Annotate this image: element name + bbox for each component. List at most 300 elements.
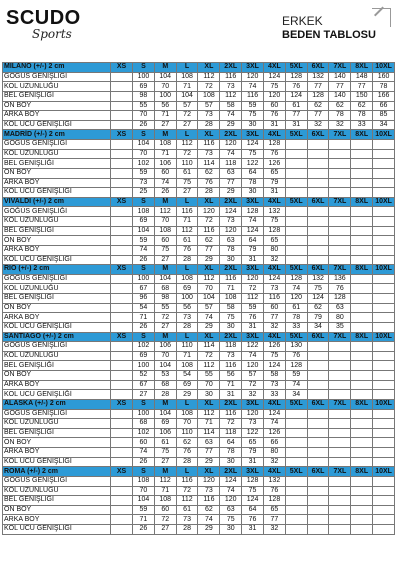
measurement-cell: 79	[242, 448, 264, 458]
measurement-cell: 100	[133, 72, 155, 82]
measurement-cell	[307, 342, 329, 352]
table-row	[3, 284, 395, 294]
size-header-cell: L	[176, 399, 198, 409]
measurement-cell	[373, 496, 395, 506]
measurement-cell	[111, 438, 133, 448]
size-header-cell: 10XL	[373, 399, 395, 409]
measurement-cell: 71	[176, 217, 198, 227]
measurement-cell: 73	[220, 351, 242, 361]
measurement-label: ÖN BOY	[3, 438, 111, 448]
measurement-cell	[373, 380, 395, 390]
size-header-cell: M	[154, 197, 176, 207]
measurement-cell	[111, 236, 133, 246]
measurement-cell: 32	[263, 255, 285, 265]
table-row	[3, 428, 395, 438]
measurement-cell	[285, 245, 307, 255]
measurement-cell	[111, 409, 133, 419]
measurement-cell: 28	[176, 322, 198, 332]
measurement-cell: 80	[329, 313, 351, 323]
model-name: SANTIAGO (+/-) 2 cm	[3, 332, 111, 342]
measurement-cell: 66	[263, 438, 285, 448]
brand-sub: Sports	[32, 27, 72, 41]
measurement-cell	[285, 409, 307, 419]
measurement-cell	[307, 236, 329, 246]
measurement-label: ARKA BOY	[3, 178, 111, 188]
measurement-cell: 55	[198, 371, 220, 381]
measurement-cell: 59	[133, 168, 155, 178]
measurement-cell: 74	[133, 448, 155, 458]
measurement-cell: 72	[154, 313, 176, 323]
table-row	[3, 168, 395, 178]
measurement-cell: 73	[198, 149, 220, 159]
measurement-cell: 108	[176, 72, 198, 82]
measurement-cell: 68	[154, 284, 176, 294]
measurement-cell	[111, 91, 133, 101]
size-header-cell: L	[176, 467, 198, 477]
measurement-cell: 110	[176, 159, 198, 169]
measurement-cell	[111, 322, 133, 332]
measurement-cell	[373, 178, 395, 188]
measurement-cell	[111, 284, 133, 294]
size-header-cell: 4XL	[263, 467, 285, 477]
measurement-label: GÖĞÜS GENİŞLİĞİ	[3, 342, 111, 352]
measurement-cell: 128	[329, 294, 351, 304]
measurement-cell: 77	[263, 515, 285, 525]
measurement-cell	[285, 217, 307, 227]
measurement-cell	[329, 390, 351, 400]
measurement-cell: 118	[220, 428, 242, 438]
page-header	[0, 0, 400, 56]
measurement-cell	[351, 361, 373, 371]
measurement-cell	[307, 188, 329, 198]
measurement-cell: 70	[198, 284, 220, 294]
measurement-cell: 27	[176, 188, 198, 198]
measurement-cell	[351, 486, 373, 496]
measurement-cell: 116	[198, 496, 220, 506]
measurement-cell: 76	[198, 178, 220, 188]
measurement-cell: 120	[242, 72, 264, 82]
measurement-cell: 29	[198, 322, 220, 332]
measurement-cell	[285, 419, 307, 429]
measurement-cell	[329, 168, 351, 178]
size-header-cell: 4XL	[263, 399, 285, 409]
measurement-cell: 108	[198, 91, 220, 101]
measurement-cell: 65	[242, 438, 264, 448]
size-header-cell: 6XL	[307, 332, 329, 342]
measurement-cell: 64	[242, 168, 264, 178]
measurement-cell: 56	[176, 303, 198, 313]
measurement-cell: 112	[154, 476, 176, 486]
measurement-cell	[351, 409, 373, 419]
measurement-cell: 112	[198, 274, 220, 284]
measurement-cell: 148	[351, 72, 373, 82]
measurement-cell	[111, 111, 133, 121]
table-row	[3, 149, 395, 159]
measurement-cell: 54	[133, 303, 155, 313]
measurement-cell: 69	[133, 82, 155, 92]
measurement-cell: 27	[154, 322, 176, 332]
measurement-cell	[329, 226, 351, 236]
measurement-cell	[307, 140, 329, 150]
measurement-cell: 72	[176, 111, 198, 121]
size-header-cell: 7XL	[329, 399, 351, 409]
table-row	[3, 390, 395, 400]
measurement-cell: 27	[154, 525, 176, 535]
measurement-cell: 31	[242, 255, 264, 265]
measurement-cell: 104	[154, 361, 176, 371]
measurement-cell	[111, 303, 133, 313]
table-row	[3, 236, 395, 246]
measurement-cell	[307, 207, 329, 217]
size-header-cell: 5XL	[285, 197, 307, 207]
measurement-cell	[373, 313, 395, 323]
table-row	[3, 486, 395, 496]
measurement-cell: 124	[263, 409, 285, 419]
size-header-cell: L	[176, 197, 198, 207]
measurement-cell: 59	[133, 236, 155, 246]
measurement-cell: 29	[198, 255, 220, 265]
measurement-cell: 98	[133, 91, 155, 101]
size-header-cell: 5XL	[285, 130, 307, 140]
measurement-cell: 28	[198, 120, 220, 130]
measurement-cell: 68	[133, 419, 155, 429]
measurement-cell	[111, 313, 133, 323]
measurement-cell: 31	[263, 188, 285, 198]
measurement-cell	[351, 294, 373, 304]
measurement-label: GÖĞÜS GENİŞLİĞİ	[3, 72, 111, 82]
measurement-cell: 32	[329, 120, 351, 130]
measurement-cell	[329, 207, 351, 217]
measurement-cell: 108	[154, 226, 176, 236]
measurement-cell: 70	[198, 380, 220, 390]
measurement-cell	[285, 226, 307, 236]
measurement-cell: 52	[133, 371, 155, 381]
measurement-cell	[111, 371, 133, 381]
measurement-label: ARKA BOY	[3, 515, 111, 525]
model-header-row	[3, 130, 395, 140]
measurement-cell: 72	[176, 149, 198, 159]
measurement-cell: 32	[263, 322, 285, 332]
measurement-cell	[111, 457, 133, 467]
table-row	[3, 371, 395, 381]
measurement-cell	[307, 448, 329, 458]
measurement-cell: 100	[133, 361, 155, 371]
measurement-cell	[351, 245, 373, 255]
measurement-cell	[285, 149, 307, 159]
measurement-cell: 130	[285, 342, 307, 352]
size-header-cell: S	[133, 467, 155, 477]
size-header-cell: 8XL	[351, 332, 373, 342]
measurement-cell	[351, 217, 373, 227]
measurement-cell: 124	[263, 361, 285, 371]
measurement-cell	[351, 207, 373, 217]
measurement-cell: 27	[176, 120, 198, 130]
measurement-cell: 26	[133, 120, 155, 130]
measurement-cell: 110	[176, 428, 198, 438]
size-header-cell: L	[176, 265, 198, 275]
measurement-cell	[329, 525, 351, 535]
size-header-cell: 10XL	[373, 265, 395, 275]
measurement-cell: 79	[242, 245, 264, 255]
measurement-cell: 112	[198, 409, 220, 419]
measurement-cell: 120	[263, 91, 285, 101]
size-header-cell: 5XL	[285, 332, 307, 342]
measurement-cell: 62	[198, 168, 220, 178]
measurement-cell: 72	[198, 351, 220, 361]
measurement-cell	[351, 236, 373, 246]
measurement-cell: 57	[242, 371, 264, 381]
measurement-cell	[351, 371, 373, 381]
measurement-cell	[111, 342, 133, 352]
measurement-cell	[111, 72, 133, 82]
measurement-cell: 73	[176, 515, 198, 525]
measurement-cell: 85	[373, 111, 395, 121]
measurement-label: ÖN BOY	[3, 371, 111, 381]
table-row	[3, 380, 395, 390]
measurement-cell: 116	[220, 409, 242, 419]
measurement-cell: 112	[176, 496, 198, 506]
size-header-cell: M	[154, 332, 176, 342]
measurement-cell: 32	[307, 120, 329, 130]
size-header-cell: 8XL	[351, 265, 373, 275]
brand-logo	[6, 8, 81, 40]
measurement-cell	[351, 448, 373, 458]
measurement-cell: 71	[176, 82, 198, 92]
size-header-cell: XS	[111, 265, 133, 275]
measurement-label: ARKA BOY	[3, 313, 111, 323]
measurement-cell: 128	[263, 496, 285, 506]
measurement-cell: 72	[198, 217, 220, 227]
size-header-cell: 3XL	[242, 63, 264, 73]
measurement-cell	[373, 168, 395, 178]
size-header-cell: L	[176, 63, 198, 73]
measurement-cell: 104	[154, 274, 176, 284]
measurement-cell	[329, 217, 351, 227]
measurement-cell	[111, 149, 133, 159]
measurement-cell	[285, 438, 307, 448]
measurement-cell: 74	[220, 111, 242, 121]
measurement-cell: 76	[329, 284, 351, 294]
size-header-cell: S	[133, 399, 155, 409]
measurement-cell	[111, 515, 133, 525]
measurement-cell: 57	[198, 101, 220, 111]
measurement-cell: 126	[263, 428, 285, 438]
measurement-cell: 116	[176, 207, 198, 217]
measurement-cell: 59	[242, 303, 264, 313]
measurement-label: BEL GENİŞLİĞİ	[3, 91, 111, 101]
measurement-cell: 34	[307, 322, 329, 332]
measurement-cell	[373, 255, 395, 265]
measurement-cell: 28	[176, 457, 198, 467]
measurement-cell: 73	[263, 284, 285, 294]
measurement-cell	[285, 486, 307, 496]
size-header-cell: 10XL	[373, 130, 395, 140]
measurement-cell: 128	[285, 274, 307, 284]
measurement-cell: 74	[198, 515, 220, 525]
measurement-cell: 132	[263, 476, 285, 486]
size-header-cell: XL	[198, 332, 220, 342]
measurement-cell	[351, 322, 373, 332]
table-row	[3, 255, 395, 265]
table-row	[3, 322, 395, 332]
size-header-cell: S	[133, 130, 155, 140]
measurement-cell: 31	[242, 322, 264, 332]
table-row	[3, 188, 395, 198]
measurement-cell: 78	[329, 111, 351, 121]
measurement-cell: 124	[242, 140, 264, 150]
measurement-cell	[285, 505, 307, 515]
measurement-cell: 69	[176, 284, 198, 294]
measurement-cell	[307, 245, 329, 255]
measurement-cell	[307, 515, 329, 525]
measurement-cell: 58	[263, 371, 285, 381]
model-name: ALASKA (+/-) 2 cm	[3, 399, 111, 409]
measurement-cell	[373, 428, 395, 438]
measurement-label: ARKA BOY	[3, 111, 111, 121]
measurement-cell: 116	[220, 72, 242, 82]
measurement-cell: 74	[154, 178, 176, 188]
size-header-cell: XL	[198, 63, 220, 73]
table-row	[3, 409, 395, 419]
measurement-cell	[373, 159, 395, 169]
measurement-cell: 140	[329, 72, 351, 82]
measurement-cell: 71	[176, 351, 198, 361]
size-header-cell: 3XL	[242, 332, 264, 342]
measurement-cell	[111, 159, 133, 169]
measurement-label: KOL UZUNLUĞU	[3, 351, 111, 361]
measurement-cell: 25	[133, 188, 155, 198]
table-row	[3, 351, 395, 361]
measurement-cell: 72	[198, 82, 220, 92]
measurement-cell: 77	[329, 82, 351, 92]
measurement-cell: 63	[220, 505, 242, 515]
measurement-cell: 29	[220, 188, 242, 198]
measurement-cell	[329, 438, 351, 448]
measurement-cell: 60	[154, 505, 176, 515]
measurement-cell: 112	[198, 72, 220, 82]
measurement-cell: 76	[242, 515, 264, 525]
size-header-cell: L	[176, 130, 198, 140]
measurement-cell	[373, 303, 395, 313]
measurement-cell: 71	[198, 419, 220, 429]
size-header-cell: 7XL	[329, 332, 351, 342]
measurement-cell: 35	[329, 322, 351, 332]
measurement-cell	[329, 255, 351, 265]
measurement-label: GÖĞÜS GENİŞLİĞİ	[3, 274, 111, 284]
measurement-cell: 60	[263, 101, 285, 111]
measurement-cell: 75	[176, 178, 198, 188]
measurement-cell	[307, 525, 329, 535]
measurement-cell: 120	[285, 294, 307, 304]
size-header-cell: XL	[198, 130, 220, 140]
measurement-label: ÖN BOY	[3, 236, 111, 246]
measurement-cell	[373, 188, 395, 198]
measurement-cell: 61	[285, 101, 307, 111]
measurement-cell: 102	[133, 159, 155, 169]
measurement-cell	[351, 284, 373, 294]
measurement-cell: 27	[154, 457, 176, 467]
size-header-cell: 8XL	[351, 130, 373, 140]
measurement-cell: 31	[220, 390, 242, 400]
measurement-cell	[329, 245, 351, 255]
measurement-cell: 108	[176, 361, 198, 371]
measurement-cell	[351, 457, 373, 467]
size-header-cell: 4XL	[263, 332, 285, 342]
size-header-cell: M	[154, 467, 176, 477]
measurement-cell: 61	[176, 236, 198, 246]
measurement-cell: 126	[263, 159, 285, 169]
size-header-cell: 7XL	[329, 467, 351, 477]
measurement-cell: 96	[133, 294, 155, 304]
measurement-cell	[111, 486, 133, 496]
measurement-cell	[373, 322, 395, 332]
measurement-cell: 60	[133, 438, 155, 448]
measurement-cell: 26	[133, 255, 155, 265]
measurement-cell	[373, 505, 395, 515]
measurement-cell: 136	[329, 274, 351, 284]
table-row	[3, 274, 395, 284]
measurement-cell: 79	[307, 313, 329, 323]
size-header-cell: 10XL	[373, 467, 395, 477]
measurement-cell	[307, 505, 329, 515]
measurement-cell: 30	[220, 525, 242, 535]
size-header-cell: 10XL	[373, 332, 395, 342]
title-line-2: BEDEN TABLOSU	[282, 29, 376, 41]
measurement-cell: 64	[220, 438, 242, 448]
measurement-cell	[111, 390, 133, 400]
measurement-cell: 33	[285, 322, 307, 332]
measurement-cell	[307, 217, 329, 227]
size-header-cell: 2XL	[220, 399, 242, 409]
measurement-cell	[351, 380, 373, 390]
measurement-cell: 80	[263, 245, 285, 255]
size-header-cell: XL	[198, 399, 220, 409]
size-header-cell: 7XL	[329, 265, 351, 275]
measurement-cell: 72	[220, 419, 242, 429]
measurement-cell: 60	[154, 168, 176, 178]
table-row	[3, 448, 395, 458]
measurement-cell	[111, 525, 133, 535]
size-header-cell: M	[154, 265, 176, 275]
table-row	[3, 178, 395, 188]
size-header-cell: 6XL	[307, 63, 329, 73]
size-header-cell: S	[133, 63, 155, 73]
measurement-label: GÖĞÜS GENİŞLİĞİ	[3, 476, 111, 486]
measurement-cell: 54	[176, 371, 198, 381]
measurement-cell: 76	[176, 448, 198, 458]
measurement-cell: 78	[220, 448, 242, 458]
measurement-cell: 33	[263, 390, 285, 400]
size-header-cell: 5XL	[285, 63, 307, 73]
measurement-cell	[111, 101, 133, 111]
measurement-label: ÖN BOY	[3, 168, 111, 178]
measurement-cell: 56	[220, 371, 242, 381]
measurement-cell: 124	[220, 476, 242, 486]
brand-name: SCUDO	[6, 7, 81, 29]
model-header-row	[3, 399, 395, 409]
measurement-label: KOL UZUNLUĞU	[3, 486, 111, 496]
measurement-cell: 61	[285, 303, 307, 313]
measurement-cell	[111, 207, 133, 217]
measurement-cell	[111, 428, 133, 438]
measurement-cell: 80	[263, 448, 285, 458]
measurement-cell: 76	[176, 245, 198, 255]
measurement-cell	[329, 486, 351, 496]
measurement-cell: 108	[154, 140, 176, 150]
table-row	[3, 217, 395, 227]
measurement-cell: 74	[133, 245, 155, 255]
measurement-cell	[285, 255, 307, 265]
